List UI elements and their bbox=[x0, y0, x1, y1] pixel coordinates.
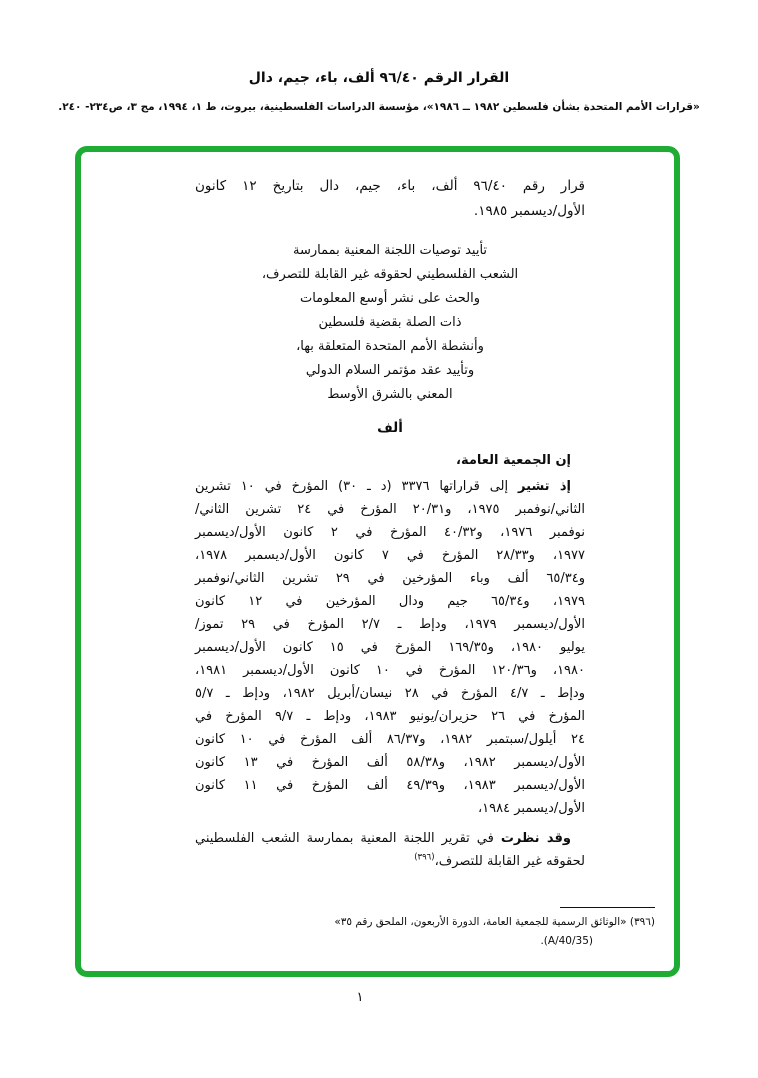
resolution-subject bbox=[195, 239, 585, 407]
recital-lead: وقد نظرت bbox=[500, 831, 571, 846]
opening-paragraph bbox=[195, 174, 585, 224]
text-line: قرار رقم ٩٦/٤٠ ألف، باء، جيم، دال بتاريخ ١٢ كانون bbox=[195, 178, 585, 194]
text-line: نوفمبر ١٩٧٦، و٤٠/٣٢ المؤرخ في ٢ كانون الأول/ديسمبر bbox=[195, 525, 586, 540]
source-citation: «قرارات الأمم المتحدة بشأن فلسطين ١٩٨٢ ــ ١٩٨٦»، مؤسسة الدراسات الفلسطينية، بيروت، ط ١، ١٩٩٤، مج ٣، ص٢٣٤- ٢٤٠. bbox=[58, 101, 700, 113]
page-number: ١ bbox=[356, 990, 364, 1005]
subject-line: الشعب الفلسطيني لحقوقه غير القابلة للتصرف، bbox=[261, 267, 519, 282]
resolution-text-column bbox=[195, 174, 585, 880]
subject-line: المعني بالشرق الأوسط bbox=[327, 387, 453, 402]
text-line: و٦٥/٣٤ ألف وباء المؤرخين في ٢٩ تشرين الثاني/نوفمبر bbox=[195, 571, 585, 586]
text-line: الثاني/نوفمبر ١٩٧٥، و٢٠/٣١ المؤرخ في ٢٤ تشرين الثاني/ bbox=[195, 502, 585, 517]
recital-considered bbox=[195, 827, 585, 873]
page-title: القرار الرقم ٩٦/٤٠ ألف، باء، جيم، دال bbox=[248, 70, 510, 86]
text-line: ٢٤ أيلول/سبتمبر ١٩٨٢، و٨٦/٣٧ ألف المؤرخ في ١٠ كانون bbox=[195, 732, 585, 747]
footnote-text: (٣٩٦) «الوثائق الرسمية للجمعية العامة، الدورة الأربعون، الملحق رقم ٣٥» bbox=[334, 916, 655, 928]
subject-line: وأنشطة الأمم المتحدة المتعلقة بها، bbox=[296, 339, 484, 354]
footnote-reference: (٣٩٦) bbox=[414, 852, 435, 863]
text-line: ١٩٧٩، و٦٥/٣٤ جيم ودال المؤرخين في ١٢ كانون bbox=[195, 594, 586, 609]
resolution-box bbox=[75, 146, 680, 977]
footnote-separator bbox=[560, 907, 655, 908]
recital-text: إلى قراراتها ٣٣٧٦ (د ـ ٣٠) المؤرخ في ١٠ تشرين bbox=[195, 479, 519, 494]
footnote-document-symbol: (A/40/35). bbox=[540, 935, 593, 947]
text-line: الأول/ديسمبر ١٩٨٢، و٥٨/٣٨ ألف المؤرخ في ١٣ كانون bbox=[195, 755, 585, 770]
subject-line: تأييد توصيات اللجنة المعنية بممارسة bbox=[292, 243, 488, 258]
subject-line: وتأييد عقد مؤتمر السلام الدولي bbox=[305, 363, 475, 378]
section-heading-alef: ألف bbox=[377, 420, 403, 436]
text-line bbox=[195, 850, 585, 873]
text-line: ١٩٧٧، و٢٨/٣٣ المؤرخ في ٧ كانون الأول/ديسمبر ١٩٧٨، bbox=[195, 548, 585, 563]
text-line bbox=[195, 827, 585, 850]
text-line: ١٩٨٠، و١٢٠/٣٦ المؤرخ في ١٠ كانون الأول/ديسمبر ١٩٨١، bbox=[195, 663, 585, 678]
subject-line: ذات الصلة بقضية فلسطين bbox=[318, 315, 462, 330]
footnote bbox=[283, 907, 655, 951]
text-line: الأول/ديسمبر ١٩٨٥. bbox=[473, 203, 585, 219]
text-line: يوليو ١٩٨٠، و١٦٩/٣٥ المؤرخ في ١٥ كانون الأول/ديسمبر bbox=[195, 640, 585, 655]
recital-text: في تقرير اللجنة المعنية بممارسة الشعب الفلسطيني bbox=[195, 831, 501, 846]
text-line: الأول/ديسمبر ١٩٧٩، ودإط ـ ٢/٧ المؤرخ في ٢٩ تموز/ bbox=[195, 617, 586, 632]
text-line: ودإط ـ ٤/٧ المؤرخ في ٢٨ نيسان/أبريل ١٩٨٢، ودإط ـ ٥/٧ bbox=[195, 686, 585, 701]
recital-recalling bbox=[195, 475, 585, 820]
text-line bbox=[195, 475, 585, 498]
text-line: المؤرخ في ٢٦ حزيران/يونيو ١٩٨٣، ودإط ـ ٩/٧ المؤرخ في bbox=[195, 709, 585, 724]
preamble-intro: إن الجمعية العامة، bbox=[456, 453, 571, 468]
text-line: الأول/ديسمبر ١٩٨٣، و٤٩/٣٩ ألف المؤرخ في ١١ كانون bbox=[195, 778, 585, 793]
subject-line: والحث على نشر أوسع المعلومات bbox=[299, 291, 481, 306]
recital-text: لحقوقه غير القابلة للتصرف، bbox=[434, 854, 585, 869]
text-line: الأول/ديسمبر ١٩٨٤، bbox=[477, 801, 585, 816]
recital-lead: إذ تشير bbox=[518, 479, 571, 494]
